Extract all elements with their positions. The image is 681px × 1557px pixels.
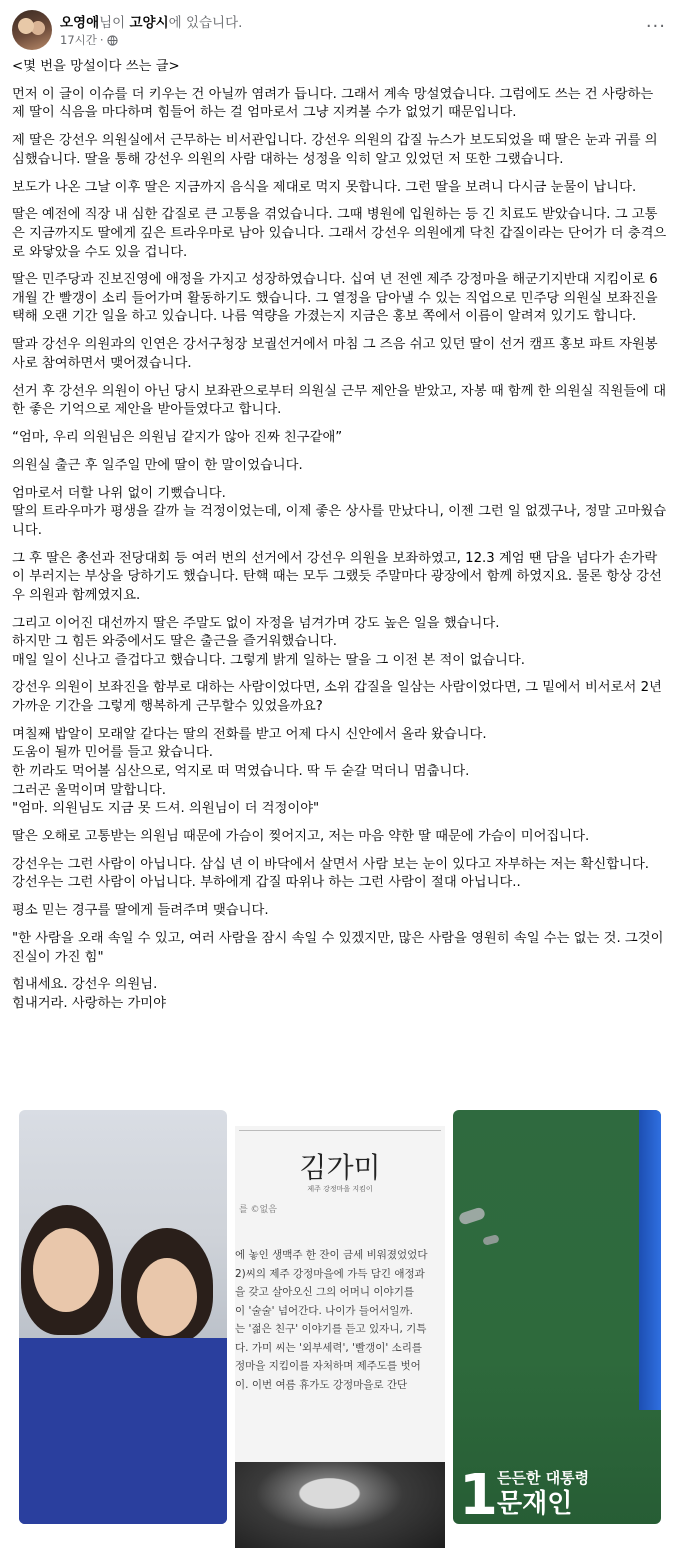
post-paragraph: 강선우 의원이 보좌진을 함부로 대하는 사람이었다면, 소위 갑질을 일삼는 사람이었다면, 그 밑에서 비서로서 2년 가까운 기간을 그렇게 행복하게 근무할수 있었을까요? [12, 680, 662, 715]
post-heading: <몇 번을 망설이다 쓰는 글> [12, 59, 180, 74]
boat-shape [458, 1206, 486, 1225]
divider [239, 1130, 441, 1131]
paint-brush-shape [639, 1110, 661, 1410]
poster-slogan: 든든한 대통령 [497, 1469, 590, 1487]
location-link[interactable]: 고양시 [129, 15, 169, 31]
poster-name: 문재인 [497, 1489, 573, 1519]
blue-jackets [19, 1338, 227, 1524]
post-paragraph: 먼저 이 글이 이슈를 더 키우는 건 아닐까 염려가 듭니다. 그래서 계속 망설였습니다. 그럼에도 쓰는 건 사랑하는 제 딸이 식음을 마다하며 힘들어 하는 걸 엄마로서 그냥 지켜볼 수가 없었기 때문입니다. [12, 86, 654, 121]
post-body [12, 58, 668, 1023]
article-meta: 를 ©없음 [239, 1205, 277, 1215]
post-paragraph: “엄마, 우리 의원님은 의원님 같지가 않아 진짜 친구같애” [12, 430, 343, 445]
more-options-button[interactable]: ··· [645, 16, 666, 37]
face-left [33, 1228, 99, 1312]
article-line: 을 갖고 살아오신 그의 어머니 이야기를 [235, 1286, 414, 1298]
photo-grid [19, 1108, 661, 1548]
article-subtitle: 제주 강정마을 지킴이 [307, 1185, 373, 1193]
meta-separator: · [99, 33, 104, 47]
post-paragraph: "한 사람을 오래 속일 수 있고, 여러 사람을 잠시 속일 수 있겠지만, 많은 사람을 영원히 속일 수는 없는 것. 그것이 진실이 가진 힘" [12, 930, 664, 965]
post-author-line [60, 11, 242, 31]
is-at-suffix: 에 있습니다. [168, 15, 243, 31]
post-paragraph: 의원실 출근 후 일주일 만에 딸이 한 말이었습니다. [12, 457, 303, 473]
article-line: 2)씨의 제주 강정마을에 가득 담긴 애정과 [235, 1267, 425, 1280]
boat-shape [482, 1234, 499, 1246]
photo-two-women[interactable] [19, 1110, 227, 1524]
photo-campaign-poster[interactable] [453, 1110, 661, 1524]
post-paragraph: 강선우는 그런 사람이 아닙니다. 삼십 년 이 바닥에서 살면서 사람 보는 눈이 있다고 자부하는 저는 확신합니다. 강선우는 그런 사람이 아닙니다. 부하에게 갑질 따위나 하는 그런 사람이 절대 아닙니다.. [12, 856, 650, 891]
author-name[interactable]: 오영애 [60, 15, 100, 31]
article-line: 정마을 지킴이를 자처하며 제주도를 벗어 [235, 1360, 421, 1372]
post-paragraph: 딸은 오해로 고통받는 의원님 때문에 가슴이 찢어지고, 저는 마음 약한 딸 때문에 가슴이 미어집니다. [12, 829, 590, 844]
post-paragraph: 그 후 딸은 총선과 전당대회 등 여러 번의 선거에서 강선우 의원을 보좌하였고, 12.3 계엄 땐 담을 넘다가 손가락이 부러지는 부상을 당하기도 했습니다. 탄핵 때는 모두 그랬듯 주말마다 광장에서 함께 하였지요. 물론 항상 강선우 의원과 함께였지요. [12, 550, 662, 603]
post-paragraph: 딸은 민주당과 진보진영에 애정을 가지고 성장하였습니다. 십여 년 전엔 제주 강정마을 해군기지반대 지킴이로 6개월 간 빨갱이 소리 들어가며 활동하기도 했습니다. 그 열정을 담아낼 수 있는 직업으로 민주당 의원실 보좌진을 택해 오랜 기간 일을 하고 있습니다. 나름 역량을 가졌는지 지금은 홍보 쪽에서 이름이 알려져 있기도 합니다. [12, 272, 658, 325]
globe-icon [107, 35, 118, 46]
article-line: 에 놓인 생맥주 한 잔이 금세 비워졌었었다 [235, 1249, 428, 1261]
post-paragraph: 선거 후 강선우 의원이 아닌 당시 보좌관으로부터 의원실 근무 제안을 받았고, 자봉 때 함께 한 의원실 직원들에 대한 좋은 기억으로 제안을 받아들였다고 합니다. [12, 383, 667, 418]
post-paragraph: 딸과 강선우 의원과의 인연은 강서구청장 보궐선거에서 마침 그 즈음 쉬고 있던 딸이 선거 캠프 홍보 파트 자원봉사로 참여하면서 맺어졌습니다. [12, 337, 658, 371]
post-time[interactable]: 17시간 [60, 33, 97, 47]
article-portrait [235, 1462, 445, 1548]
article-line: 이. 이번 여름 휴가도 강정마을로 간단 [235, 1378, 408, 1391]
is-at-text: 님이 [99, 15, 126, 31]
article-line: 는 '젊은 친구' 이야기를 듣고 있자니, 기특 [235, 1323, 427, 1335]
post-header [12, 10, 672, 52]
author-avatar[interactable] [12, 10, 52, 50]
poster-number: 1 [459, 1463, 498, 1524]
article-title: 김가미 [299, 1151, 381, 1184]
photo-article-clipping[interactable] [235, 1126, 445, 1548]
post-paragraph: 제 딸은 강선우 의원실에서 근무하는 비서관입니다. 강선우 의원의 갑질 뉴스가 보도되었을 때 딸은 눈과 귀를 의심했습니다. 딸을 통해 강선우 의원의 사람 대하는 성정을 익히 알고 있었던 저 또한 그랬습니다. [12, 133, 658, 167]
post-meta [60, 32, 118, 48]
article-text [235, 1246, 445, 1394]
article-line: 다. 가미 씨는 '외부세력', '빨갱이' 소리를 [235, 1341, 423, 1354]
post-paragraph: 며칠째 밥알이 모래알 같다는 딸의 전화를 받고 어제 다시 신안에서 올라 왔습니다. 도움이 될까 민어를 들고 왔습니다. 한 끼라도 먹어볼 심산으로, 억지로 떠 먹였습니다. 딱 두 숟갈 먹더니 멈춥니다. 그러곤 울먹이며 말합니다. "엄마. 의원님도 지금 못 드셔. 의원님이 더 걱정이야" [12, 726, 487, 817]
article-line: 이 '술술' 넘어간다. 나이가 들어서일까. [235, 1304, 413, 1317]
face-right [137, 1258, 197, 1336]
post-paragraph: 엄마로서 더할 나위 없이 기뻤습니다. 딸의 트라우마가 평생을 갈까 늘 걱정이었는데, 이제 좋은 상사를 만났다니, 이젠 그런 일 없겠구나, 정말 고마웠습니다. [12, 485, 667, 538]
post-paragraph: 딸은 예전에 직장 내 심한 갑질로 큰 고통을 겪었습니다. 그때 병원에 입원하는 등 긴 치료도 받았습니다. 그 고통은 지금까지도 딸에게 깊은 트라우마로 남아 있습니다. 그래서 강선우 의원에게 닥친 갑질이라는 단어가 더 충격으로 와닿았을 수도 있을 겁니다. [12, 207, 667, 260]
post-paragraph: 평소 믿는 경구를 딸에게 들려주며 맺습니다. [12, 903, 269, 919]
post-paragraph: 그리고 이어진 대선까지 딸은 주말도 없이 자정을 넘겨가며 강도 높은 일을 했습니다. 하지만 그 힘든 와중에서도 딸은 출근을 즐거워했습니다. 매일 일이 신나고 즐겁다고 했습니다. 그렇게 밝게 일하는 딸을 그 이전 본 적이 없습니다. [12, 615, 525, 668]
post-paragraph: 보도가 나온 그날 이후 딸은 지금까지 음식을 제대로 먹지 못합니다. 그런 딸을 보려니 다시금 눈물이 납니다. [12, 179, 637, 195]
post-paragraph: 힘내세요. 강선우 의원님. 힘내거라. 사랑하는 가미야 [12, 977, 166, 1011]
